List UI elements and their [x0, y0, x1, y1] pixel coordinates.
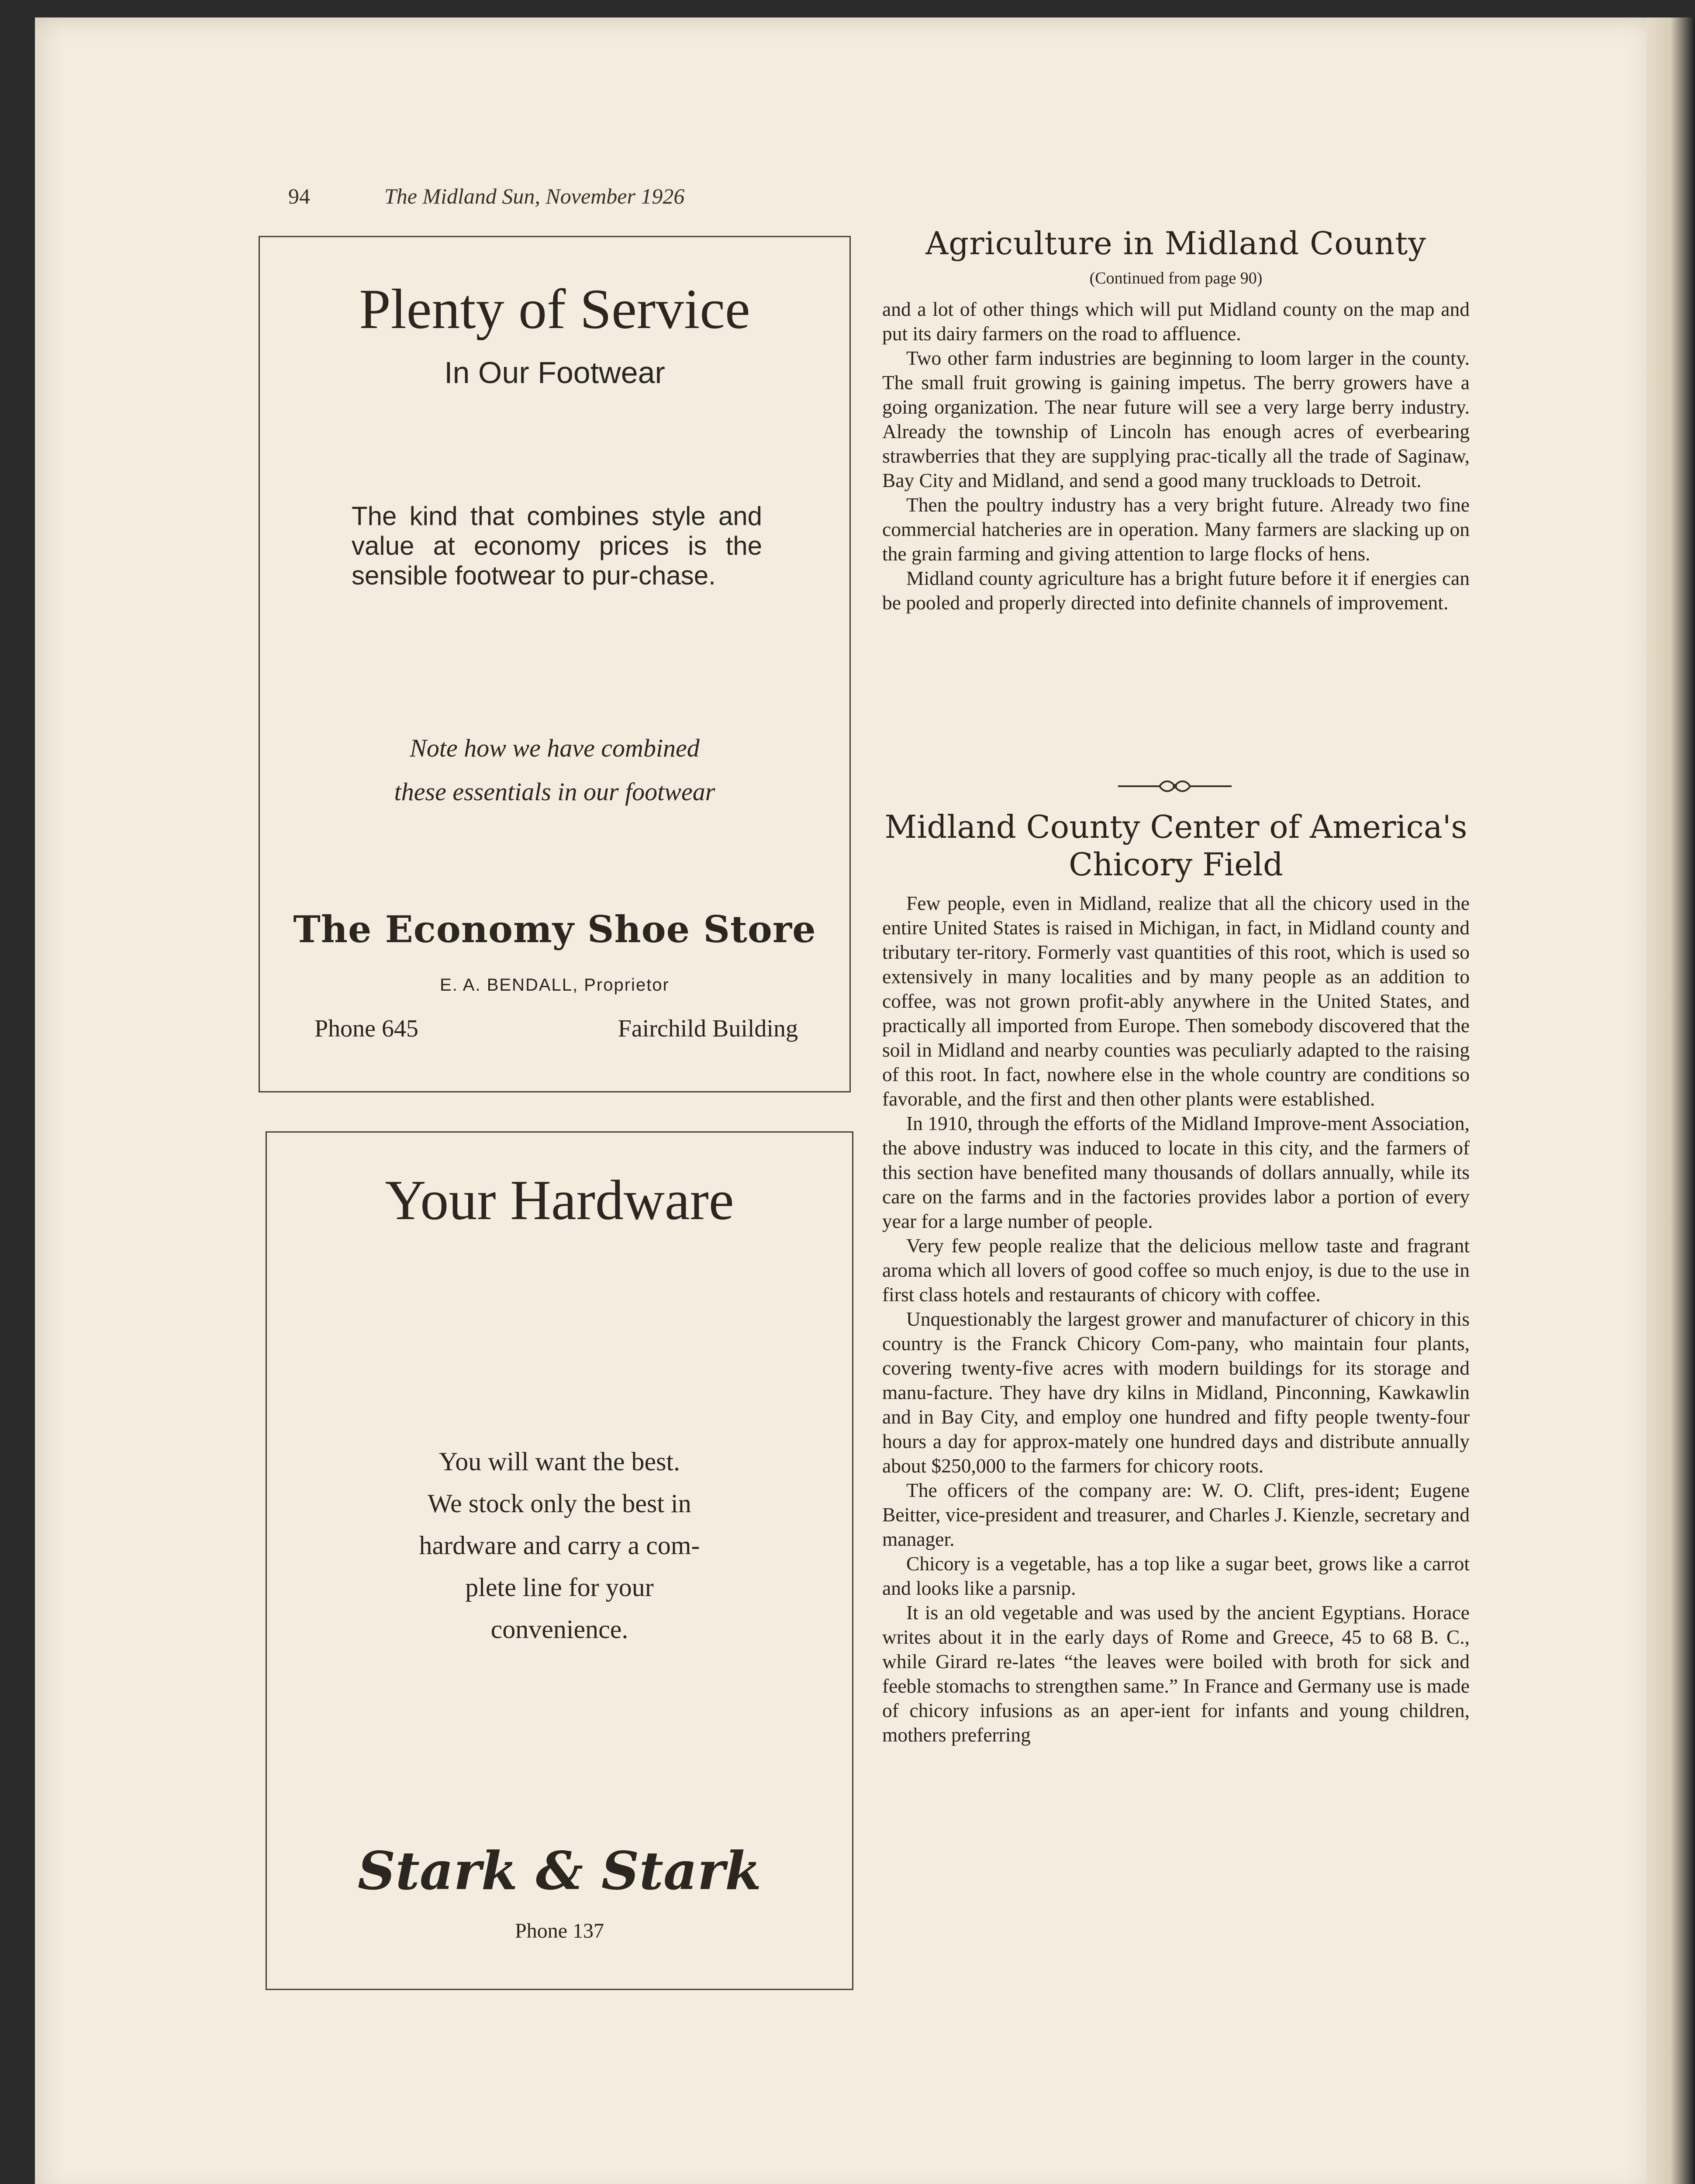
ad-note-line: these essentials in our footwear	[394, 778, 715, 806]
paragraph: Two other farm industries are beginning to loom larger in the county. The small fruit growing is gaining impetus. The berry growers have a going organization. The near future will see a very large berry industry. Already the township of Lincoln has enough acres of everbearing strawberries that they are supplying prac-tically all the trade of Saginaw, Bay City and Midland, and send a good many truckloads to Detroit.	[882, 347, 1470, 491]
paragraph: and a lot of other things which will put Midland county on the map and put its dairy farmers on the road to affluence.	[882, 298, 1470, 345]
heading-line: Midland County Center of America's	[884, 809, 1467, 845]
hardware-advertisement	[266, 1131, 853, 1990]
ad-body-line: plete line for your	[465, 1573, 654, 1602]
paragraph: It is an old vegetable and was used by the ancient Egyptians. Horace writes about it in the early days of Rome and Greece, 45 to 68 B. C., while Girard re-lates “the leaves were boiled with broth for sick and feeble stomachs to strengthen same.” In France and Germany use is made of chicory infusions as an aper-ient for infants and young children, mothers preferring	[882, 1601, 1470, 1746]
ad-body-line: convenience.	[490, 1615, 628, 1644]
store-building: Fairchild Building	[618, 1015, 798, 1042]
paragraph: Chicory is a vegetable, has a top like a sugar beet, grows like a carrot and looks like a parsnip.	[882, 1552, 1470, 1599]
article-chicory	[882, 891, 1470, 1747]
paragraph: Very few people realize that the delicious mellow taste and fragrant aroma which all lovers of good coffee so much enjoy, is due to the use in first class hotels and restaurants of chicory with coffee.	[882, 1234, 1470, 1306]
book-spine	[1647, 17, 1695, 2184]
ad-body	[267, 1441, 852, 1650]
article-heading: Agriculture in Midland County	[925, 225, 1426, 262]
article-agriculture	[882, 297, 1470, 615]
proprietor: E. A. BENDALL, Proprietor	[440, 975, 670, 995]
paragraph: The officers of the company are: W. O. Clift, pres-ident; Eugene Beitter, vice-president and treasurer, and Charles J. Kienzle, secretary and manager.	[882, 1479, 1470, 1550]
paragraph: Unquestionably the largest grower and manufacturer of chicory in this country is the Franck Chicory Com-pany, who maintain four plants, covering twenty-five acres with modern buildings for its storage and manu-facture. They have dry kilns in Midland, Pinconning, Kawkawlin and in Bay City, and employ one hundred and fifty people twenty-four hours a day for approx-mately one hundred days and distribute annually about $250,000 to the farmers for chicory roots.	[882, 1308, 1470, 1477]
ad-body-line: hardware and carry a com-	[419, 1531, 700, 1560]
ad-note-line: Note how we have combined	[410, 734, 700, 762]
ad-body: The kind that combines style and value at economy prices is the sensible footwear to pur-chase.	[352, 501, 762, 590]
ad-title: Your Hardware	[385, 1169, 734, 1232]
heading-line: Chicory Field	[1069, 846, 1283, 883]
publication-title: The Midland Sun, November 1926	[384, 184, 685, 208]
store-name: The Economy Shoe Store	[293, 908, 816, 951]
ad-note	[260, 726, 849, 814]
paragraph: Midland county agriculture has a bright future before it if energies can be pooled and properly directed into definite channels of improvement.	[882, 567, 1470, 614]
footwear-advertisement	[259, 236, 851, 1092]
page-header	[253, 183, 887, 218]
store-phone: Phone 645	[314, 1015, 418, 1042]
paragraph: Then the poultry industry has a very bright future. Already two fine commercial hatcheries are in operation. Many farmers are slacking up on the grain farming and giving attention to large flocks of hens.	[882, 494, 1470, 565]
article-heading	[882, 808, 1470, 883]
brand-name: Stark & Stark	[357, 1840, 762, 1902]
paragraph: In 1910, through the efforts of the Midland Improve-ment Association, the above industry was induced to locate in this city, and the farmers of this section have benefited many thousands of dollars annually, while its care on the farms and in the factories provides labor a portion of every year for a large number of people.	[882, 1112, 1470, 1232]
ad-subtitle: In Our Footwear	[444, 356, 665, 390]
continued-note: (Continued from page 90)	[1089, 269, 1263, 287]
page-number: 94	[288, 184, 310, 208]
store-phone: Phone 137	[515, 1919, 604, 1942]
ornament-divider-icon	[1118, 778, 1232, 795]
ad-title: Plenty of Service	[359, 278, 750, 341]
paragraph: Few people, even in Midland, realize that all the chicory used in the entire United States is raised in Michigan, in fact, in Midland county and tributary ter-ritory. Formerly vast quantities of this root, which is used so extensively in many localities and by many people as an addition to coffee, was not grown profit-ably anywhere in the United States, and practically all imported from Europe. Then somebody discovered that the soil in Midland and nearby counties was peculiarly adapted to the raising of this root. In fact, nowhere else in the whole country are conditions so favorable, and the first and then other plants were established.	[882, 892, 1470, 1110]
ad-body-line: You will want the best.	[438, 1447, 680, 1476]
ad-body-line: We stock only the best in	[428, 1489, 691, 1518]
